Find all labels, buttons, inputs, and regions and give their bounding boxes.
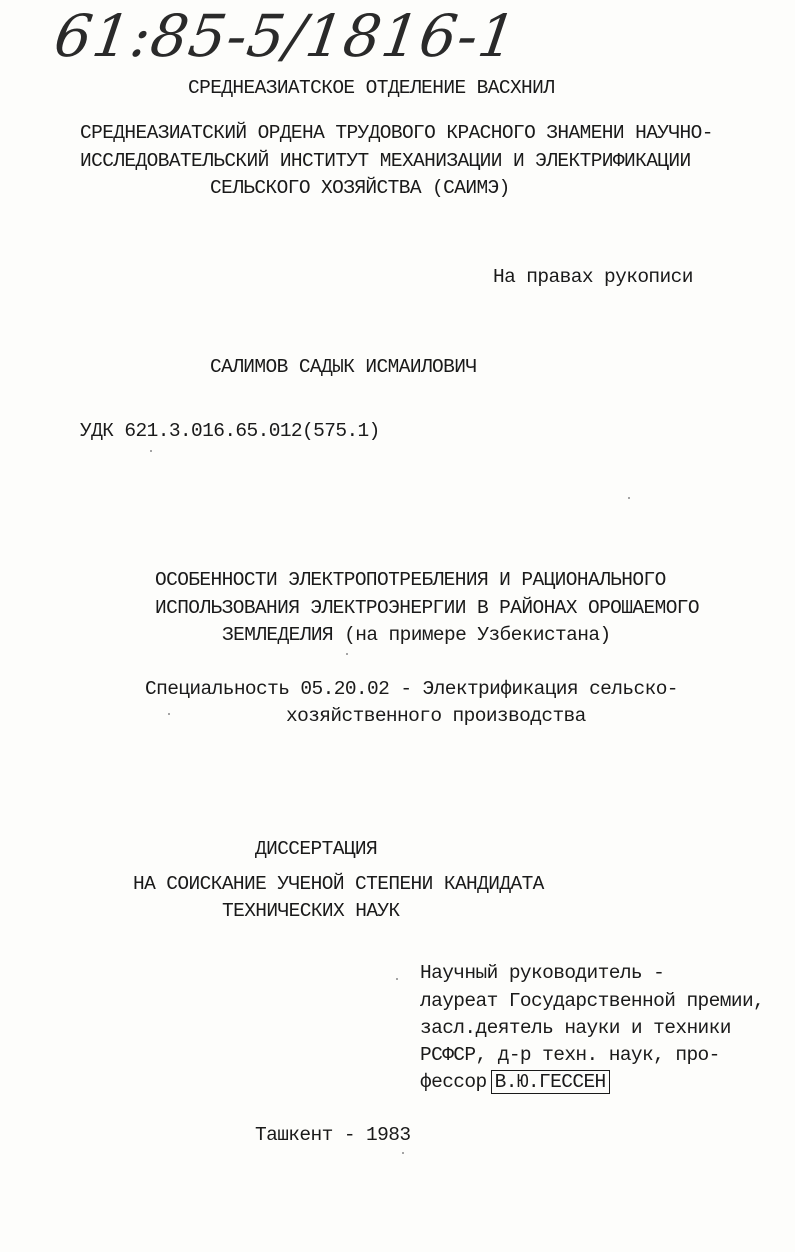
supervisor-line-4: РСФСР, д-р техн. наук, про-: [420, 1044, 720, 1066]
scan-speck: [628, 497, 630, 499]
title-line-3: ЗЕМЛЕДЕЛИЯ (на примере Узбекистана): [222, 624, 611, 646]
scan-speck: [168, 713, 170, 715]
udc-code: УДК 621.3.016.65.012(575.1): [80, 420, 380, 442]
specialty-line-2: хозяйственного производства: [286, 705, 586, 727]
supervisor-line-2: лауреат Государственной премии,: [420, 990, 765, 1012]
scan-speck: [402, 1152, 404, 1154]
title-line-1: ОСОБЕННОСТИ ЭЛЕКТРОПОТРЕБЛЕНИЯ И РАЦИОНАЛЬНОГО: [155, 569, 666, 591]
supervisor-title: фессор: [420, 1071, 487, 1093]
handwritten-archive-number: 61:85-5/1816-1: [50, 2, 522, 70]
place-and-year: Ташкент - 1983: [255, 1124, 411, 1146]
scan-speck: [150, 450, 152, 452]
degree-line-1: НА СОИСКАНИЕ УЧЕНОЙ СТЕПЕНИ КАНДИДАТА: [133, 873, 544, 895]
institute-line-1: СРЕДНЕАЗИАТСКИЙ ОРДЕНА ТРУДОВОГО КРАСНОГО ЗНАМЕНИ НАУЧНО-: [80, 122, 713, 144]
dissertation-label: ДИССЕРТАЦИЯ: [255, 838, 378, 860]
organization-line: СРЕДНЕАЗИАТСКОЕ ОТДЕЛЕНИЕ ВАСХНИЛ: [188, 77, 555, 99]
scan-speck: [346, 653, 348, 655]
manuscript-rights: На правах рукописи: [493, 266, 693, 288]
institute-line-3: СЕЛЬСКОГО ХОЗЯЙСТВА (САИМЭ): [210, 177, 510, 199]
supervisor-line-3: засл.деятель науки и техники: [420, 1017, 731, 1039]
author-name: САЛИМОВ САДЫК ИСМАИЛОВИЧ: [210, 356, 477, 378]
supervisor-line-5: [420, 1069, 610, 1095]
institute-line-2: ИССЛЕДОВАТЕЛЬСКИЙ ИНСТИТУТ МЕХАНИЗАЦИИ И ЭЛЕКТРИФИКАЦИИ: [80, 150, 691, 172]
title-line-2: ИСПОЛЬЗОВАНИЯ ЭЛЕКТРОЭНЕРГИИ В РАЙОНАХ ОРОШАЕМОГО: [155, 597, 699, 619]
specialty-line-1: Специальность 05.20.02 - Электрификация сельско-: [145, 678, 678, 700]
supervisor-name-box: В.Ю.ГЕССЕН: [491, 1070, 610, 1094]
scan-speck: [396, 978, 398, 980]
supervisor-line-1: Научный руководитель -: [420, 962, 665, 984]
degree-line-2: ТЕХНИЧЕСКИХ НАУК: [222, 900, 400, 922]
